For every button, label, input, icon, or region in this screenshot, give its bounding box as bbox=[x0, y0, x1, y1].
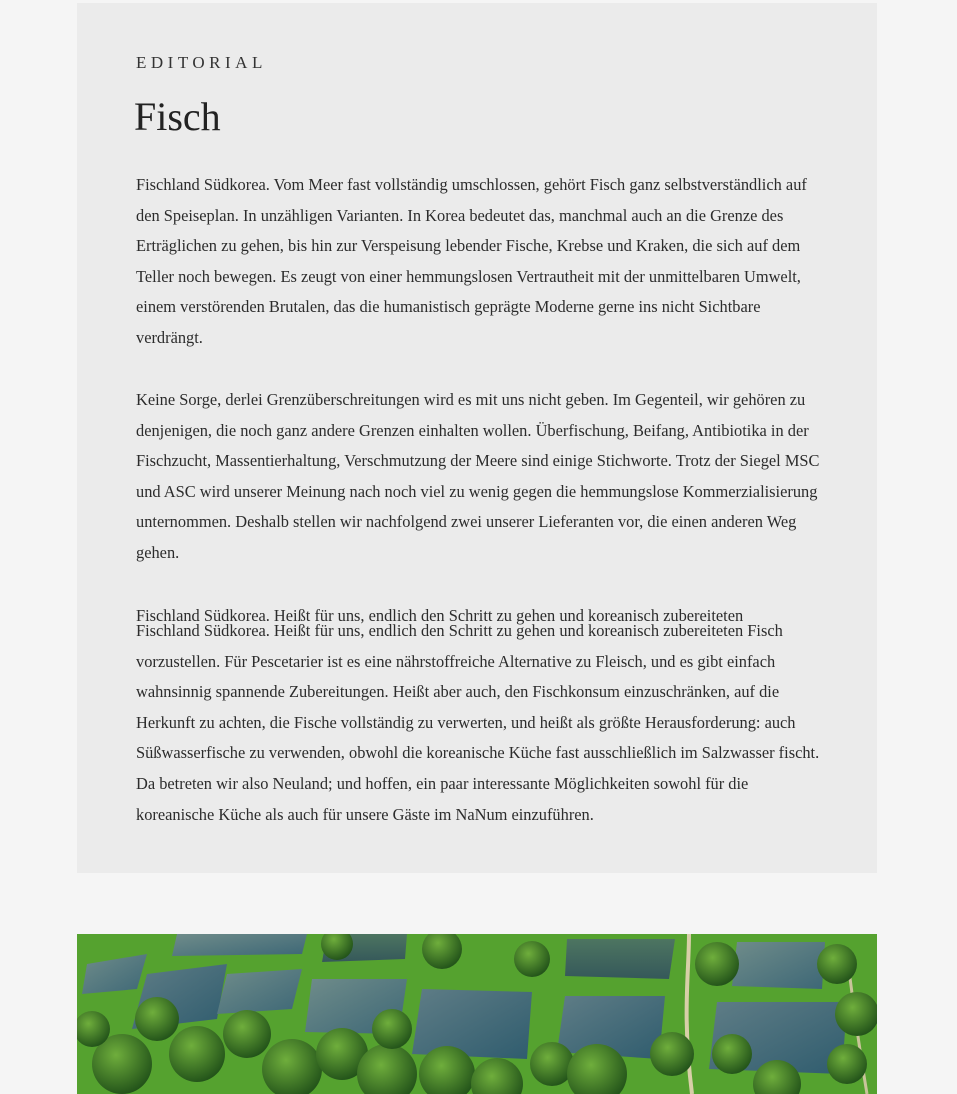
paragraph-concerns: Keine Sorge, derlei Grenzüberschreitungen wird es mit uns nicht geben. Im Gegenteil, wir gehören zu denjenigen, die noch ganz andere Grenzen einhalten wollen. Überfischung, Beifang, Antibiotika in der Fischzucht, Massentierhaltung, Verschmutzung der Meere sind einige Stichworte. Trotz der Siegel MSC und ASC wird unserer Meinung nach noch viel zu wenig gegen die hemmungslose Kommerzialisierung unternommen. Deshalb stellen wir nachfolgend zwei unserer Lieferanten vor, die einen anderen Weg gehen. bbox=[136, 390, 820, 562]
paragraph-overlap-line: Fischland Südkorea. Heißt für uns, endlich den Schritt zu gehen und koreanisch zubereiteten bbox=[136, 606, 744, 625]
editorial-card bbox=[77, 3, 877, 873]
page-title: Fisch bbox=[134, 94, 221, 139]
paragraph-mission: Fischland Südkorea. Heißt für uns, endlich den Schritt zu gehen und koreanisch zubereiteten Fisch vorzustellen. Für Pescetarier ist es eine nährstoffreiche Alternative zu Fleisch, und es gibt einfach wahnsinnig spannende Zubereitungen. Heißt aber auch, den Fischkonsum einzuschränken, auf die Herkunft zu achten, die Fische vollständig zu verwerten, und heißt als größte Herausforderung: auch Süßwasserfische zu verwenden, obwohl die koreanische Küche fast ausschließlich im Salzwasser fischt. Da betreten wir also Neuland; und hoffen, ein paar interessante Möglichkeiten sowohl für die koreanische Küche als auch für unsere Gäste im NaNum einzuführen. bbox=[136, 621, 820, 824]
paragraph-intro: Fischland Südkorea. Vom Meer fast vollständig umschlossen, gehört Fisch ganz selbstverständlich auf den Speiseplan. In unzähligen Varianten. In Korea bedeutet das, manchmal auch an die Grenze des Erträglichen zu gehen, bis hin zur Verspeisung lebender Fische, Krebse und Kraken, die sich auf dem Teller noch bewegen. Es zeugt von einer hemmungslosen Vertrautheit mit der unmittelbaren Umwelt, einem verstörenden Brutalen, das die humanistisch geprägte Moderne gerne ins nicht Sichtbare verdrängt. bbox=[136, 175, 807, 347]
section-eyebrow: EDITORIAL bbox=[136, 53, 267, 72]
fish-ponds-aerial-photo bbox=[77, 934, 877, 1094]
